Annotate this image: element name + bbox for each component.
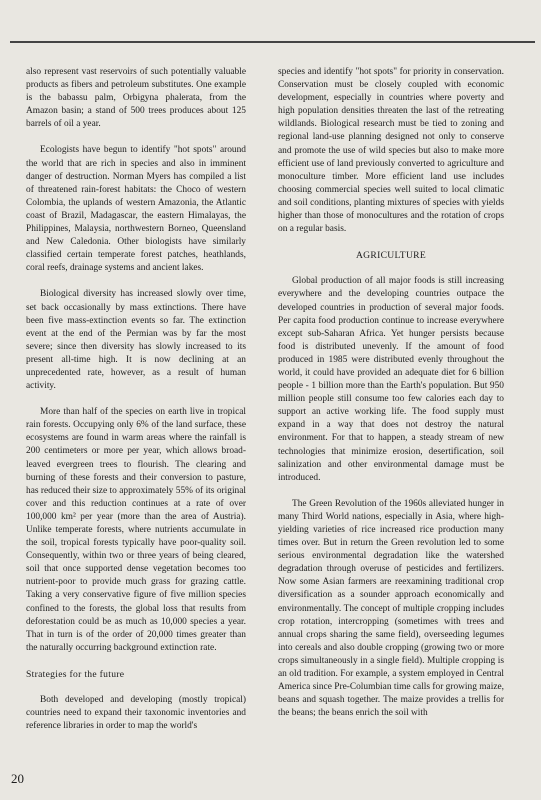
header-rule: [10, 41, 535, 43]
right-column: [278, 66, 504, 733]
paragraph: Biological diversity has increased slowly over time, set back occasionally by mass extinctions. There have been five mass-extinction events so far. The extinction event at the end of the Permian was by far the most severe; since then diversity has slowly increased to its present all-time high. It is now declining at an unprecedented rate, however, as a result of human activity.: [26, 289, 246, 392]
paragraph: species and identify "hot spots" for priority in conservation. Conservation must be closely coupled with economic development, especially in countries where poverty and high population densities threaten the last of the retreating wildlands. Biological research must be tied to zoning and regional land-use planning designed not only to conserve and promote the use of wild species but also to make more efficient use of land previously converted to agriculture and monoculture timber. More efficient land use includes choosing commercial species well suited to local climatic and soil conditions, planting mixtures of species with yields higher than those of monocultures and the rotation of crops on a regular basis.: [278, 67, 504, 235]
left-column: [26, 66, 246, 746]
paragraph: More than half of the species on earth live in tropical rain forests. Occupying only 6% of the land surface, these ecosystems are found in warm areas where the rainfall is 200 centimeters or more per year, which allows broad-leaved evergreen trees to flourish. The clearing and burning of these forests and their conversion to pasture, has reduced their size to approximately 55% of its original cover and this reduction continues at a rate of over 100,000 km² per year (more than the area of Austria). Unlike temperate forests, where nutrients accumulate in the soil, tropical forests typically have poor-quality soil. Consequently, within two or three years of being cleared, soil that once supported dense vegetation becomes too nutrient-poor to provide much grass for grazing cattle. Taking a very conservative figure of five million species confined to the forests, the global loss that results from deforestation could be as much as 10,000 species a year. That in turn is of the order of 20,000 times greater than the naturally occurring background extinction rate.: [26, 407, 246, 653]
paragraph: The Green Revolution of the 1960s alleviated hunger in many Third World nations, especially in Asia, where high-yielding varieties of rice increased rice production many times over. But in return the Green revolution led to some serious environmental degradation like the watershed degradation through overuse of pesticides and fertilizers. Now some Asian farmers are reexamining traditional crop diversification as a sounder approach economically and environmentally. The concept of multiple cropping includes crop rotation, intercropping (sometimes with trees and annual crops sharing the same field), overseeding legumes into cereals and also double cropping (growing two or more crops simultaneously in a single field). Multiple cropping is an old tradition. For example, a system employed in Central America since Pre-Columbian time calls for growing maize, beans and squash together. The maize provides a trellis for the beans; the beans enrich the soil with: [278, 498, 504, 719]
section-heading: Strategies for the future: [26, 668, 125, 680]
section-heading: AGRICULTURE: [355, 250, 427, 262]
paragraph: also represent vast reservoirs of such potentially valuable products as fibers and petroleum substitutes. One example is the babassu palm, Orbigyna phalerata, from the Amazon basin; a stand of 500 trees produces about 125 barrels of oil a year.: [26, 67, 246, 130]
paragraph: Global production of all major foods is still increasing everywhere and the developing countries outpace the developed countries in production of several major foods. Per capita food production continue to increase everywhere except sub-Saharan Africa. Yet hunger persists because food is distributed unevenly. If the amount of food produced in 1985 were distributed evenly throughout the world, it could have provided an adequate diet for 6 billion people - 1 billion more than the Earth's population. But 950 million people still consume too few calories each day to support an active working life. The food supply must expand in a way that does not destroy the natural environment. For that to happen, a steady stream of new technologies that minimize erosion, desertification, soil salinization and other environmental damage must be introduced.: [278, 276, 504, 483]
paragraph: Ecologists have begun to identify "hot spots" around the world that are rich in species and also in imminent danger of destruction. Norman Myers has compiled a list of threatened rain-forest habitats: the Choco of western Colombia, the uplands of western Amazonia, the Atlantic coast of Brazil, Madagascar, the eastern Himalayas, the Philippines, Malaysia, northwestern Borneo, Queensland and New Caledonia. Other biologists have similarly classified certain temperate forest patches, heathlands, coral reefs, drainage systems and ancient lakes.: [26, 145, 246, 274]
paragraph: Both developed and developing (mostly tropical) countries need to expand their taxonomic inventories and reference libraries in order to map the world's: [26, 695, 246, 732]
page-number: 20: [11, 771, 24, 786]
